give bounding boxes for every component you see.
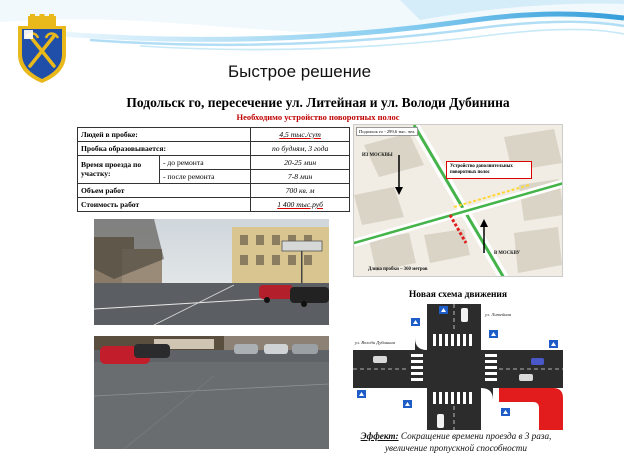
coat-of-arms-icon <box>14 14 70 84</box>
content-panel <box>72 93 564 458</box>
intersection-subtitle: Необходимо устройство поворотных полос <box>236 112 400 122</box>
people-label: Людей в пробке: <box>78 128 251 142</box>
street-label-dubinina: ул. Володи Дубинина <box>355 340 395 345</box>
traffic-map <box>353 124 563 277</box>
street-photo-2 <box>94 336 329 449</box>
street-label-liteynaya: ул. Литейная <box>485 312 511 317</box>
stats-table <box>77 127 350 212</box>
after-value: 7-8 мин <box>251 170 350 184</box>
traffic-scheme <box>353 304 563 430</box>
from-moscow-label: ИЗ МОСКВЫ <box>362 153 393 158</box>
turn-lanes-callout: Устройство дополнительных поворотных полос <box>446 161 532 179</box>
jam-label: Пробка образовывается: <box>78 142 251 156</box>
before-label: - до ремонта <box>160 156 251 170</box>
table-row <box>78 184 350 198</box>
street-photo-1 <box>94 219 329 325</box>
volume-value: 700 кв. м <box>251 184 350 198</box>
header-waves <box>0 0 624 70</box>
cost-value: 1 400 тыс.руб <box>251 198 350 212</box>
table-row <box>78 156 350 170</box>
travel-label: Время проезда по участку: <box>78 156 160 184</box>
table-row <box>78 128 350 142</box>
intersection-title: Подольск го, пересечение ул. Литейная и ул. Володи Дубинина <box>126 95 510 110</box>
before-value: 20-25 мин <box>251 156 350 170</box>
jam-value: по будням, 3 года <box>251 142 350 156</box>
effect-label: Эффект: <box>360 431 399 441</box>
effect-text <box>349 431 563 455</box>
table-row <box>78 142 350 156</box>
cost-label: Стоимость работ <box>78 198 251 212</box>
slide-title: Быстрое решение <box>228 62 372 81</box>
jam-length-label: Длина пробки – 360 метров <box>368 267 428 272</box>
scheme-title: Новая схема движения <box>408 290 508 300</box>
to-moscow-label: В МОСКВУ <box>494 251 520 256</box>
volume-label: Объем работ <box>78 184 251 198</box>
after-label: - после ремонта <box>160 170 251 184</box>
scheme-canvas <box>353 304 563 430</box>
table-row <box>78 198 350 212</box>
map-canvas <box>354 125 563 277</box>
map-header: Подольск го - 299,6 тыс. чел. <box>356 127 418 136</box>
effect-description: Сокращение времени проезда в 3 раза, увеличение пропускной способности <box>384 431 552 453</box>
people-value: 4,5 тыс./сут <box>251 128 350 142</box>
